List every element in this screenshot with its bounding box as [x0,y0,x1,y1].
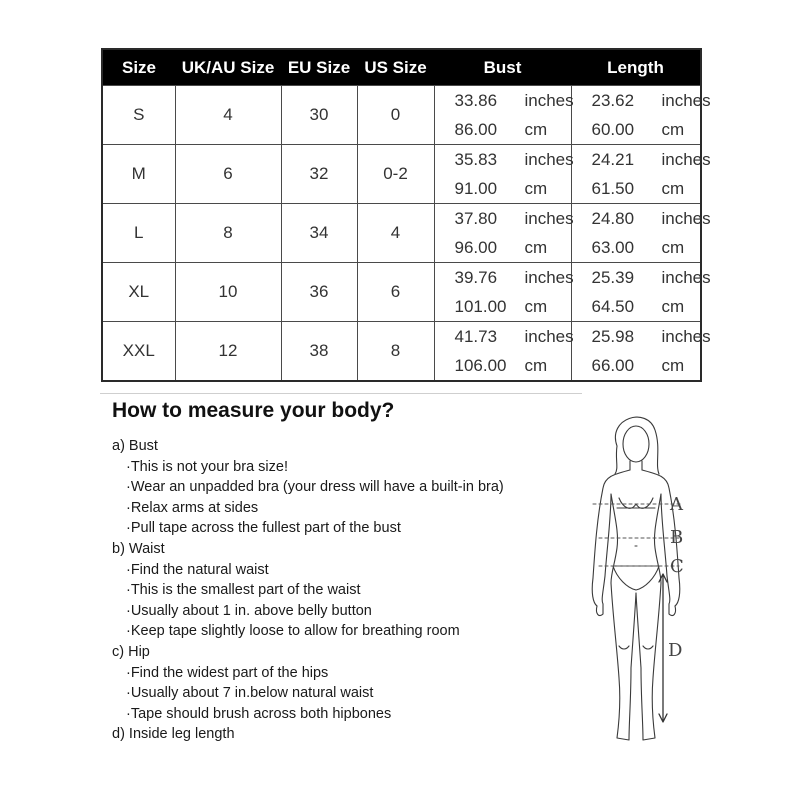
eu-size-cell: 30 [281,86,357,145]
unit-cm: cm [661,179,685,198]
guide-instruction: ·Relax arms at sides [126,499,259,516]
measuring-guide [112,398,582,745]
bust-cell [434,204,574,263]
guide-instructions [112,436,582,745]
unit-cm: cm [524,120,548,139]
length-cm-value: 61.50 [591,179,635,198]
length-inches-value: 23.62 [591,91,635,110]
unit-inches: inches [524,91,574,110]
guide-section-heading: d) Inside leg length [112,726,235,743]
bust-cell [434,86,574,145]
length-cell [571,204,711,263]
table-row [102,145,701,204]
marker-b: B [670,527,684,548]
bust-inches-value: 37.80 [454,209,498,228]
bust-inches-value: 41.73 [454,327,498,346]
guide-instruction: ·This is the smallest part of the waist [126,582,361,599]
guide-instruction: ·Find the natural waist [126,561,269,578]
unit-cm: cm [661,120,685,139]
eu-size-cell: 36 [281,263,357,322]
bust-cell [434,145,574,204]
length-cell [571,145,711,204]
bust-cm-value: 86.00 [454,120,498,139]
size-cell: XL [102,263,175,322]
unit-inches: inches [524,209,574,228]
guide-instruction: ·Wear an unpadded bra (your dress will have a built-in bra) [126,479,504,496]
unit-cm: cm [524,356,548,375]
unit-inches: inches [524,150,574,169]
table-row [102,322,701,382]
unit-cm: cm [524,297,548,316]
eu-size-cell: 34 [281,204,357,263]
us-size-cell: 6 [357,263,434,322]
uk-au-size-cell: 4 [175,86,281,145]
bust-inches-value: 33.86 [454,91,498,110]
divider [100,393,582,394]
bust-cm-value: 91.00 [454,179,498,198]
unit-inches: inches [524,327,574,346]
header-size: Size [102,49,175,86]
guide-section-heading: c) Hip [112,643,150,660]
header-bust: Bust [434,49,571,86]
bust-cell [434,322,574,382]
marker-a: A [670,494,683,515]
guide-instruction: ·Tape should brush across both hipbones [126,705,392,722]
table-row [102,263,701,322]
eu-size-cell: 38 [281,322,357,382]
bust-cm-value: 96.00 [454,238,498,257]
unit-inches: inches [524,268,574,287]
guide-instruction: ·Keep tape slightly loose to allow for breathing room [126,623,460,640]
header-eu-size: EU Size [281,49,357,86]
size-chart-table [101,48,711,382]
guide-section-heading: b) Waist [112,540,165,557]
uk-au-size-cell: 10 [175,263,281,322]
table-row [102,204,701,263]
body-measurement-figure [575,408,705,748]
guide-instruction: ·Usually about 7 in.below natural waist [126,685,374,702]
table-header-row [102,49,701,86]
us-size-cell: 0-2 [357,145,434,204]
unit-inches: inches [661,327,711,346]
bust-cm-value: 106.00 [454,356,507,375]
unit-cm: cm [661,356,685,375]
size-cell: S [102,86,175,145]
unit-cm: cm [524,179,548,198]
marker-d: D [668,640,683,661]
unit-cm: cm [524,238,548,257]
uk-au-size-cell: 12 [175,322,281,382]
header-length: Length [571,49,701,86]
length-inches-value: 24.80 [591,209,635,228]
us-size-cell: 8 [357,322,434,382]
bust-cm-value: 101.00 [454,297,507,316]
length-cm-value: 60.00 [591,120,635,139]
size-cell: M [102,145,175,204]
size-cell: L [102,204,175,263]
unit-inches: inches [661,91,711,110]
bust-cell [434,263,574,322]
guide-instruction: ·Usually about 1 in. above belly button [126,602,372,619]
table-row [102,86,701,145]
marker-c: C [670,556,684,577]
unit-inches: inches [661,209,711,228]
length-inches-value: 25.98 [591,327,635,346]
guide-section-heading: a) Bust [112,438,158,454]
header-uk-au-size: UK/AU Size [175,49,281,86]
guide-title: How to measure your body? [112,399,395,422]
length-cm-value: 63.00 [591,238,635,257]
unit-cm: cm [661,297,685,316]
eu-size-cell: 32 [281,145,357,204]
uk-au-size-cell: 6 [175,145,281,204]
length-cell [571,263,711,322]
uk-au-size-cell: 8 [175,204,281,263]
guide-instruction: ·Find the widest part of the hips [126,664,329,681]
us-size-cell: 4 [357,204,434,263]
body-outline-illustration [575,408,705,748]
bust-inches-value: 35.83 [454,150,498,169]
length-cell [571,86,711,145]
length-inches-value: 24.21 [591,150,635,169]
us-size-cell: 0 [357,86,434,145]
length-cm-value: 64.50 [591,297,635,316]
unit-inches: inches [661,150,711,169]
unit-cm: cm [661,238,685,257]
length-cm-value: 66.00 [591,356,635,375]
length-cell [571,322,711,382]
size-cell: XXL [102,322,175,382]
guide-instruction: ·Pull tape across the fullest part of the bust [126,520,401,537]
unit-inches: inches [661,268,711,287]
guide-instruction: ·This is not your bra size! [126,458,288,475]
bust-inches-value: 39.76 [454,268,498,287]
length-inches-value: 25.39 [591,268,635,287]
header-us-size: US Size [357,49,434,86]
